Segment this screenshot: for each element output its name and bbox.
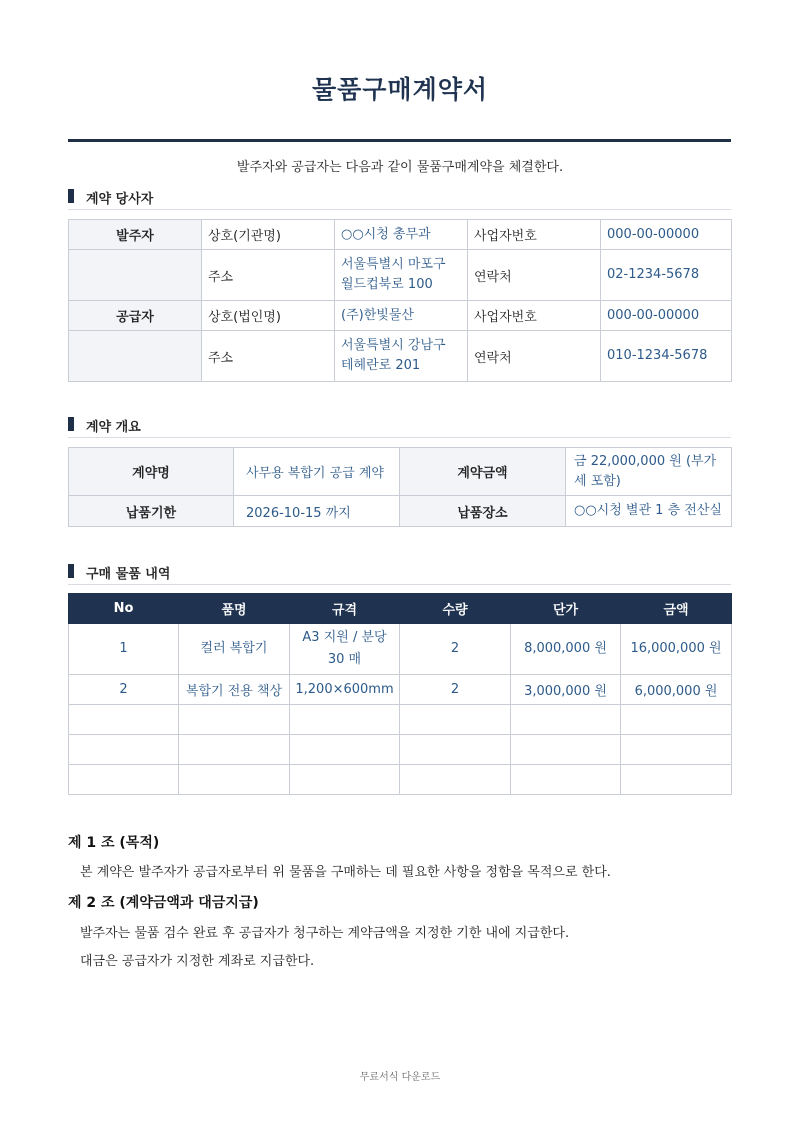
table-row xyxy=(69,250,732,301)
items-table xyxy=(68,593,732,795)
article-1-title: 제 1 조 (목적) xyxy=(68,835,160,851)
section-marker xyxy=(68,564,74,578)
parties-table xyxy=(68,219,732,382)
article-1-text: 본 계약은 발주자가 공급자로부터 위 물품을 구매하는 데 필요한 사항을 정함을 목적으로 한다. xyxy=(80,865,611,880)
deadline-label: 납품기한 xyxy=(69,496,234,527)
section-marker xyxy=(68,189,74,203)
item-unit-price: 3,000,000 원 xyxy=(511,675,621,705)
supplier-name-value: (주)한빛물산 xyxy=(335,301,468,331)
column-header: 단가 xyxy=(511,594,621,624)
delivery-place-label: 납품장소 xyxy=(400,496,566,527)
table-row xyxy=(69,624,732,675)
supplier-contact-value: 010-1234-5678 xyxy=(601,331,732,382)
contract-name-label: 계약명 xyxy=(69,448,234,496)
item-unit-price: 8,000,000 원 xyxy=(511,624,621,675)
delivery-place-value: ○○시청 별관 1 층 전산실 xyxy=(566,496,732,527)
supplier-bizno-label: 사업자번호 xyxy=(468,301,601,331)
table-row xyxy=(69,675,732,705)
orderer-address-label: 주소 xyxy=(202,250,335,301)
orderer-role: 발주자 xyxy=(69,220,202,250)
column-header: 수량 xyxy=(400,594,511,624)
supplier-contact-label: 연락처 xyxy=(468,331,601,382)
section-heading-label: 계약 당사자 xyxy=(86,192,154,207)
contract-amount-label: 계약금액 xyxy=(400,448,566,496)
supplier-address-value: 서울특별시 강남구 테헤란로 201 xyxy=(335,331,468,382)
column-header: 규격 xyxy=(290,594,400,624)
column-header: 금액 xyxy=(621,594,732,624)
title-divider xyxy=(68,139,731,142)
section-heading-parties xyxy=(68,188,731,210)
article-2-title: 제 2 조 (계약금액과 대금지급) xyxy=(68,895,259,911)
contract-name-value: 사무용 복합기 공급 계약 xyxy=(234,448,400,496)
section-heading-items xyxy=(68,563,731,585)
supplier-role: 공급자 xyxy=(69,301,202,331)
item-no: 2 xyxy=(69,675,179,705)
column-header: 품명 xyxy=(179,594,290,624)
item-qty: 2 xyxy=(400,675,511,705)
section-heading-label: 구매 물품 내역 xyxy=(86,567,171,582)
section-heading-label: 계약 개요 xyxy=(86,420,141,435)
orderer-name-value: ○○시청 총무과 xyxy=(335,220,468,250)
item-amount: 16,000,000 원 xyxy=(621,624,732,675)
document-title: 물품구매계약서 xyxy=(311,75,489,104)
column-header: No xyxy=(69,594,179,624)
empty-table-row xyxy=(69,765,732,795)
supplier-address-label: 주소 xyxy=(202,331,335,382)
table-row xyxy=(69,301,732,331)
item-name: 복합기 전용 책상 xyxy=(179,675,290,705)
deadline-value: 2026-10-15 까지 xyxy=(234,496,400,527)
item-spec: A3 지원 / 분당 30 매 xyxy=(290,624,400,675)
orderer-name-label: 상호(기관명) xyxy=(202,220,335,250)
item-spec: 1,200×600mm xyxy=(290,675,400,705)
section-heading-overview xyxy=(68,416,731,438)
empty-table-row xyxy=(69,735,732,765)
orderer-bizno-label: 사업자번호 xyxy=(468,220,601,250)
orderer-address-value: 서울특별시 마포구 월드컵북로 100 xyxy=(335,250,468,301)
intro-text: 발주자와 공급자는 다음과 같이 물품구매계약을 체결한다. xyxy=(236,160,564,175)
orderer-contact-label: 연락처 xyxy=(468,250,601,301)
empty-role-cell xyxy=(69,250,202,301)
item-name: 컬러 복합기 xyxy=(179,624,290,675)
section-marker xyxy=(68,417,74,431)
empty-table-row xyxy=(69,705,732,735)
table-header-row xyxy=(69,594,732,624)
overview-table xyxy=(68,447,732,527)
supplier-bizno-value: 000-00-00000 xyxy=(601,301,732,331)
supplier-name-label: 상호(법인명) xyxy=(202,301,335,331)
article-2-text-line-2: 대금은 공급자가 지정한 계좌로 지급한다. xyxy=(80,954,315,969)
orderer-bizno-value: 000-00-00000 xyxy=(601,220,732,250)
orderer-contact-value: 02-1234-5678 xyxy=(601,250,732,301)
item-no: 1 xyxy=(69,624,179,675)
footer-text: 무료서식 다운로드 xyxy=(359,1072,441,1083)
table-row xyxy=(69,496,732,527)
table-row xyxy=(69,220,732,250)
table-row xyxy=(69,331,732,382)
article-2-text-line-1: 발주자는 물품 검수 완료 후 공급자가 청구하는 계약금액을 지정한 기한 내에 지급한다. xyxy=(80,926,570,941)
table-row xyxy=(69,448,732,496)
item-amount: 6,000,000 원 xyxy=(621,675,732,705)
empty-role-cell xyxy=(69,331,202,382)
contract-amount-value: 금 22,000,000 원 (부가세 포함) xyxy=(566,448,732,496)
item-qty: 2 xyxy=(400,624,511,675)
